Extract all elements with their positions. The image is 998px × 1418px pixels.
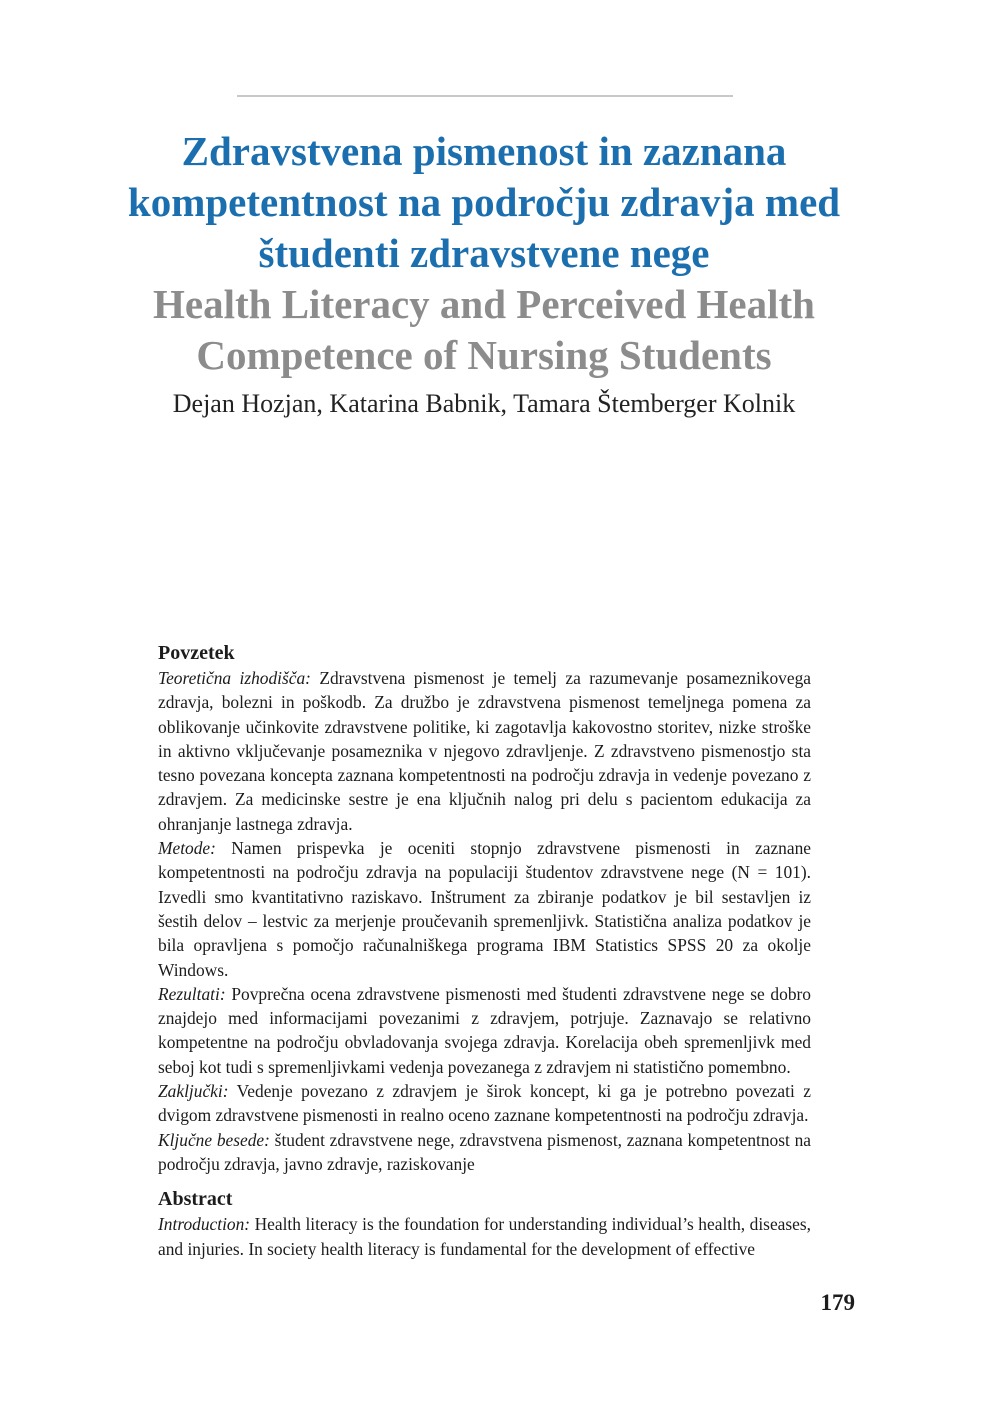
section-label: Metode: — [158, 838, 216, 859]
section-label: Zaključki: — [158, 1081, 229, 1102]
povzetek-keywords — [158, 1128, 811, 1177]
title-block — [60, 126, 908, 421]
section-text: študent zdravstvene nege, zdravstvena pismenost, zaznana kompetentnost na področju zdravja, javno zdravje, raziskovanje — [158, 1129, 811, 1174]
povzetek-methods — [158, 836, 811, 982]
section-text: Namen prispevka je oceniti stopnjo zdravstvene pismenosti in zaznane kompetentnosti na področju zdravja na populaciji študentov zdravstvene nege (N = 101). Izvedli smo kvantitativno raziskavo. Inštrument za zbiranje podatkov je bil sestavljen iz šestih delov – lestvic za merjenje proučevanih spremenljivk. Statistična analiza podatkov je bila opravljena s pomočjo računalniškega programa IBM Statistics SPSS 20 za okolje Windows. — [158, 838, 811, 980]
povzetek-theory — [158, 666, 811, 836]
povzetek-heading: Povzetek — [158, 642, 235, 664]
section-text: Zdravstvena pismenost je temelj za razumevanje posameznikovega zdravja, bolezni in poškodb. Za družbo je zdravstvena pismenost temeljnega pomena za oblikovanje učinkovite zdravstvene politike, ki zagotavlja kakovostno storitev, nizke stroške in aktivno vključevanje posameznika v njegovo zdravljenje. Z zdravstveno pismenostjo sta tesno povezana koncepta zaznana kompetentnosti na področju zdravja in vedenje povezano z zdravjem. Za medicinske sestre je ena ključnih nalog pri delu s pacientom edukacija za ohranjanje lastnega zdravja. — [158, 668, 811, 834]
section-label: Teoretična izhodišča: — [158, 668, 311, 688]
section-label: Introduction: — [158, 1214, 251, 1235]
title-english: Health Literacy and Perceived Health Competence of Nursing Students — [153, 281, 815, 378]
authors: Dejan Hozjan, Katarina Babnik, Tamara Štemberger Kolnik — [172, 389, 796, 418]
povzetek-conclusions — [158, 1079, 811, 1128]
section-text: Health literacy is the foundation for understanding individual’s health, diseases, and injuries. In society health literacy is fundamental for the development of effective — [158, 1214, 811, 1259]
povzetek-results — [158, 982, 811, 1079]
section-text: Vedenje povezano z zdravjem je širok koncept, ki ga je potrebno povezati z dvigom zdravstvene pismenosti in realno oceno zaznane kompetentnosti na področju zdravja. — [158, 1081, 811, 1126]
abstract-introduction — [158, 1212, 811, 1261]
section-label: Ključne besede: — [158, 1129, 270, 1150]
section-label: Rezultati: — [158, 983, 226, 1004]
page-number: 179 — [820, 1290, 855, 1315]
article-body — [158, 640, 811, 1261]
top-rule — [237, 95, 733, 97]
title-slovene: Zdravstvena pismenost in zaznana kompetentnost na področju zdravja med študenti zdravstvene nege — [127, 128, 841, 276]
abstract-heading: Abstract — [158, 1188, 233, 1211]
section-text: Povprečna ocena zdravstvene pismenosti med študenti zdravstvene nege se dobro znajdejo med informacijami povezanimi z zdravjem, potrjuje. Zaznavajo se relativno kompetentne na področju obvladovanja svojega zdravja. Korelacija obeh spremenljivk med seboj kot tudi s spremenljivkami vedenja povezanega z zdravjem ni statistično pomembno. — [158, 983, 811, 1077]
